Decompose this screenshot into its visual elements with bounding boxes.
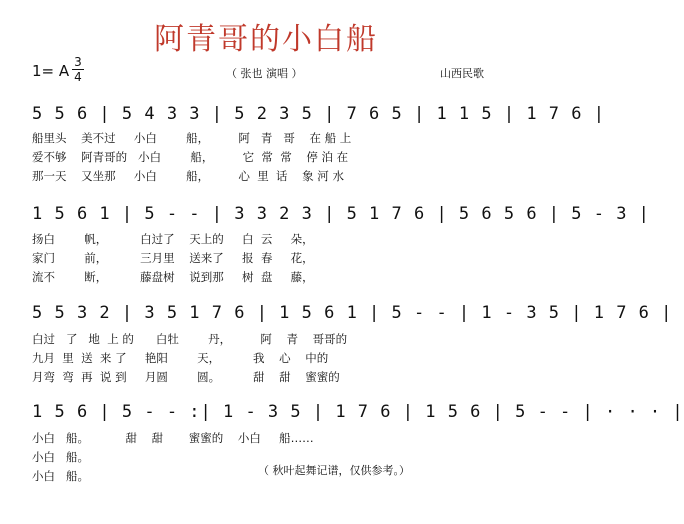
notes-line-3: 5 5 3 2 | 3 5 1 7 6 | 1 5 6 1 | 5 - - | 1 - 3 5 | 1 7 6 | (32, 303, 673, 323)
key-signature: 1= A (32, 62, 70, 80)
notes-line-1: 5 5 6 | 5 4 3 3 | 5 2 3 5 | 7 6 5 | 1 1 5 | 1 7 6 | (32, 104, 605, 124)
lyrics-line-2-verse-3: 流不 断， 藤盘树 说到那 树 盘 藤， (32, 270, 314, 284)
lyrics-line-3-verse-2: 九月 里 送 来 了 艳阳 天， 我 心 中的 (32, 351, 329, 365)
lyrics-line-3-verse-3: 月弯 弯 再 说 到 月圆 圆。 甜 甜 蜜蜜的 (32, 370, 340, 384)
lyrics-line-4-verse-3: 小白 船。 (32, 469, 89, 483)
time-signature-bottom: 4 (74, 70, 82, 84)
song-title: 阿青哥的小白船 (154, 22, 378, 57)
singer-credit: （ 张也 演唱 ） (226, 67, 303, 80)
transcription-note: （ 秋叶起舞记谱，仅供参考。） (258, 464, 410, 477)
lyrics-line-4-verse-1: 小白 船。 甜 甜 蜜蜜的 小白 船…… (32, 431, 314, 445)
notes-line-4: 1 5 6 | 5 - - :| 1 - 3 5 | 1 7 6 | 1 5 6 | 5 - - | · · · | (32, 402, 684, 422)
time-signature-top: 3 (74, 55, 82, 69)
lyrics-line-2-verse-1: 扬白 帆， 白过了 天上的 白 云 朵， (32, 232, 314, 246)
lyrics-line-1-verse-2: 爱不够 阿青哥的 小白 船， 它 常 常 停 泊 在 (32, 150, 349, 164)
lyrics-line-2-verse-2: 家门 前， 三月里 送来了 报 春 花， (32, 251, 314, 265)
notes-line-2: 1 5 6 1 | 5 - - | 3 3 2 3 | 5 1 7 6 | 5 6 5 6 | 5 - 3 | (32, 204, 650, 224)
lyrics-line-1-verse-3: 那一天 又坐那 小白 船， 心 里 话 象 河 水 (32, 169, 344, 183)
lyrics-line-1-verse-1: 船里头 美不过 小白 船， 阿 青 哥 在 船 上 (32, 131, 352, 145)
time-signature (72, 56, 84, 83)
genre-label: 山西民歌 (440, 67, 484, 80)
lyrics-line-3-verse-1: 白过 了 地 上 的 白牡 丹， 阿 青 哥哥的 (32, 332, 348, 346)
lyrics-line-4-verse-2: 小白 船。 (32, 450, 89, 464)
